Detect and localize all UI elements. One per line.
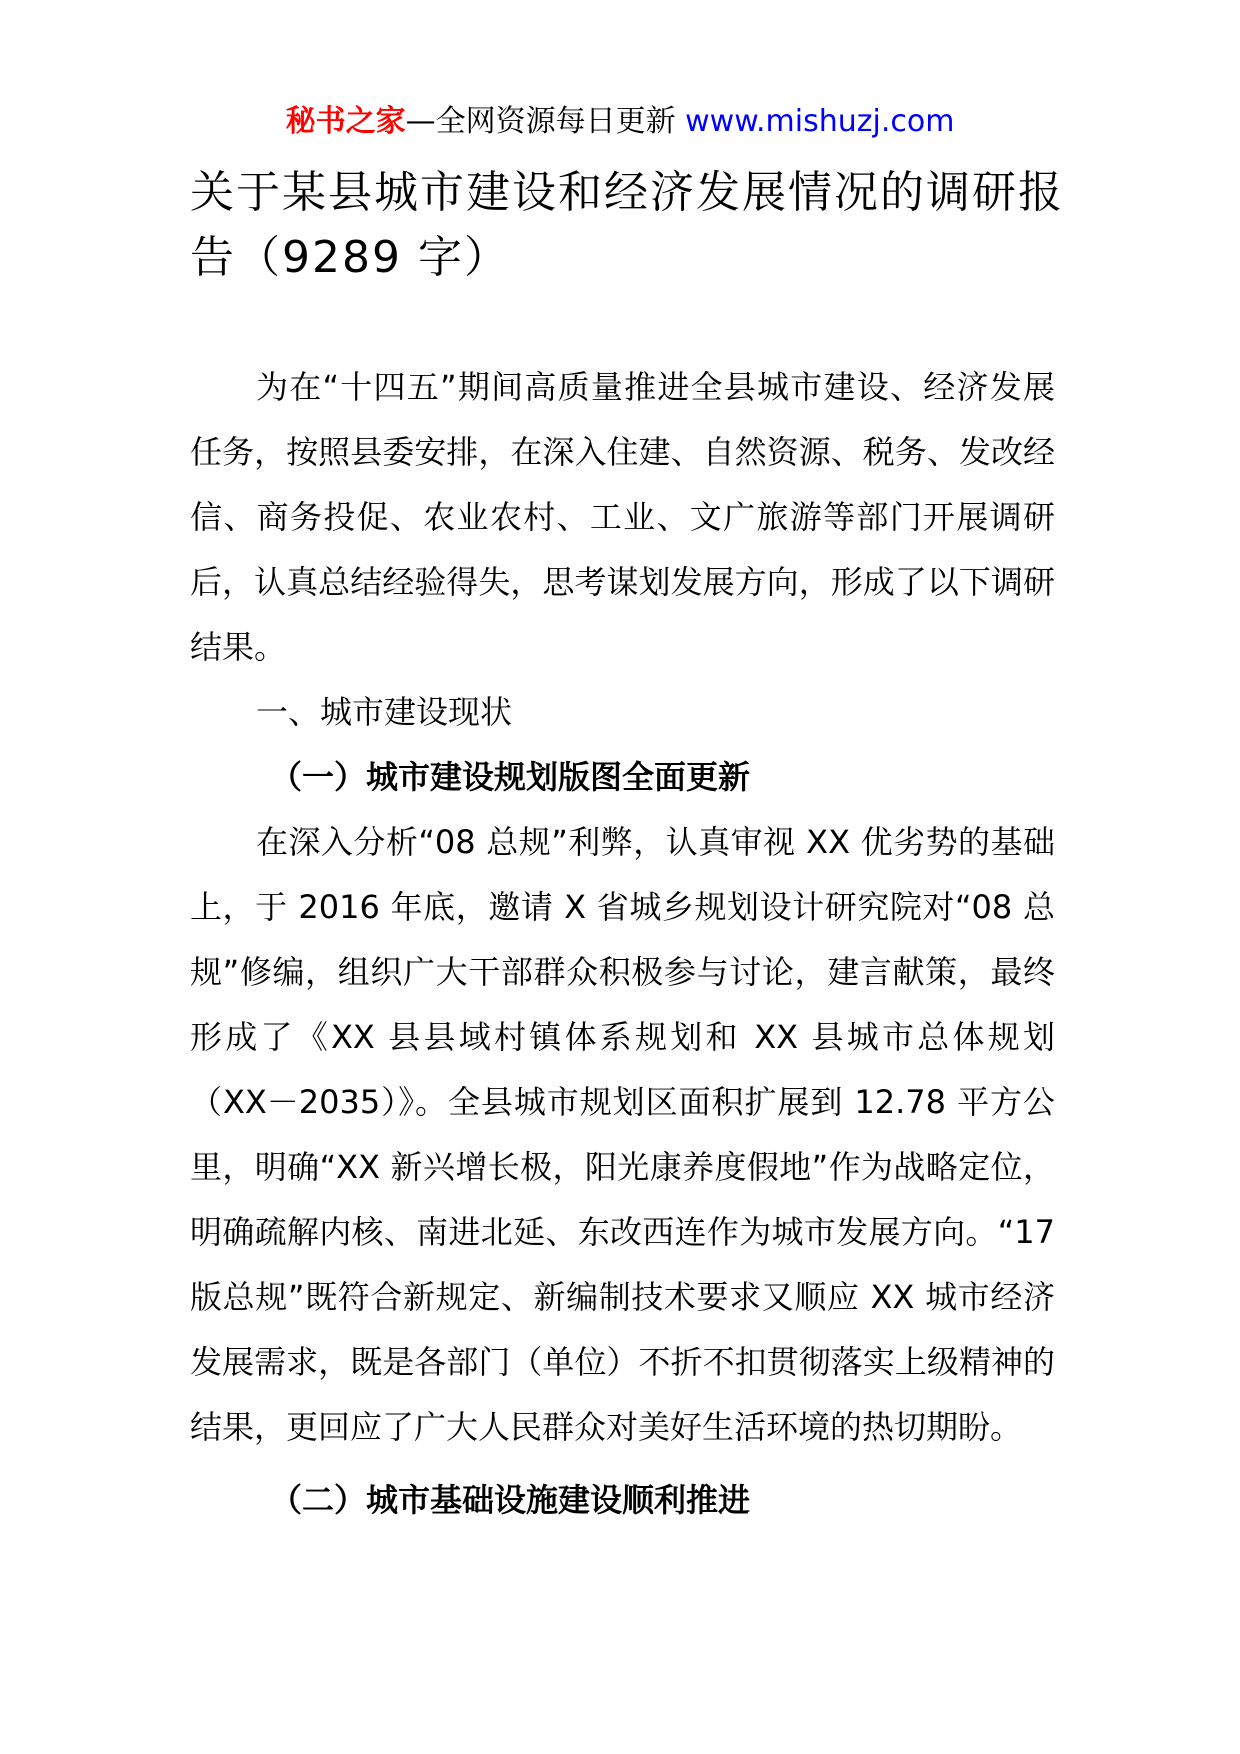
section-heading: 一、城市建设现状 [256, 693, 513, 731]
document-body [190, 355, 1055, 1533]
site-header [0, 100, 1240, 144]
site-slogan: —全网资源每日更新 [405, 104, 686, 139]
document-title: 关于某县城市建设和经济发展情况的调研报告（9289 字） [190, 167, 1064, 283]
subsection-paragraph: 在深入分析“08 总规”利弊，认真审视 XX 优劣势的基础上，于 2016 年底，邀请 X 省城乡规划设计研究院对“08 总规”修编，组织广大干部群众积极参与讨论，建言献策，最终形成了《XX 县县域村镇体系规划和 XX 县城市总体规划（XX－2035）》。全县城市规划区面积扩展到 12.78 平方公里，明确“XX 新兴增长极，阳光康养度假地”作为战略定位，明确疏解内核、南进北延、东改西连作为城市发展方向。“17 版总规”既符合新规定、新编制技术要求又顺应 XX 城市经济发展需求，既是各部门（单位）不折不扣贯彻落实上级精神的结果，更回应了广大人民群众对美好生活环境的热切期盼。 [190, 823, 1055, 1446]
site-url-link[interactable]: www.mishuzj.com [685, 104, 955, 139]
intro-paragraph: 为在“十四五”期间高质量推进全县城市建设、经济发展任务，按照县委安排，在深入住建、自然资源、税务、发改经信、商务投促、农业农村、工业、文广旅游等部门开展调研后，认真总结经验得失，思考谋划发展方向，形成了以下调研结果。 [190, 368, 1055, 666]
site-brand: 秘书之家 [285, 104, 406, 139]
subsection-heading-2: （二）城市基础设施建设顺利推进 [270, 1481, 751, 1519]
subsection-heading: （一）城市建设规划版图全面更新 [270, 758, 751, 796]
